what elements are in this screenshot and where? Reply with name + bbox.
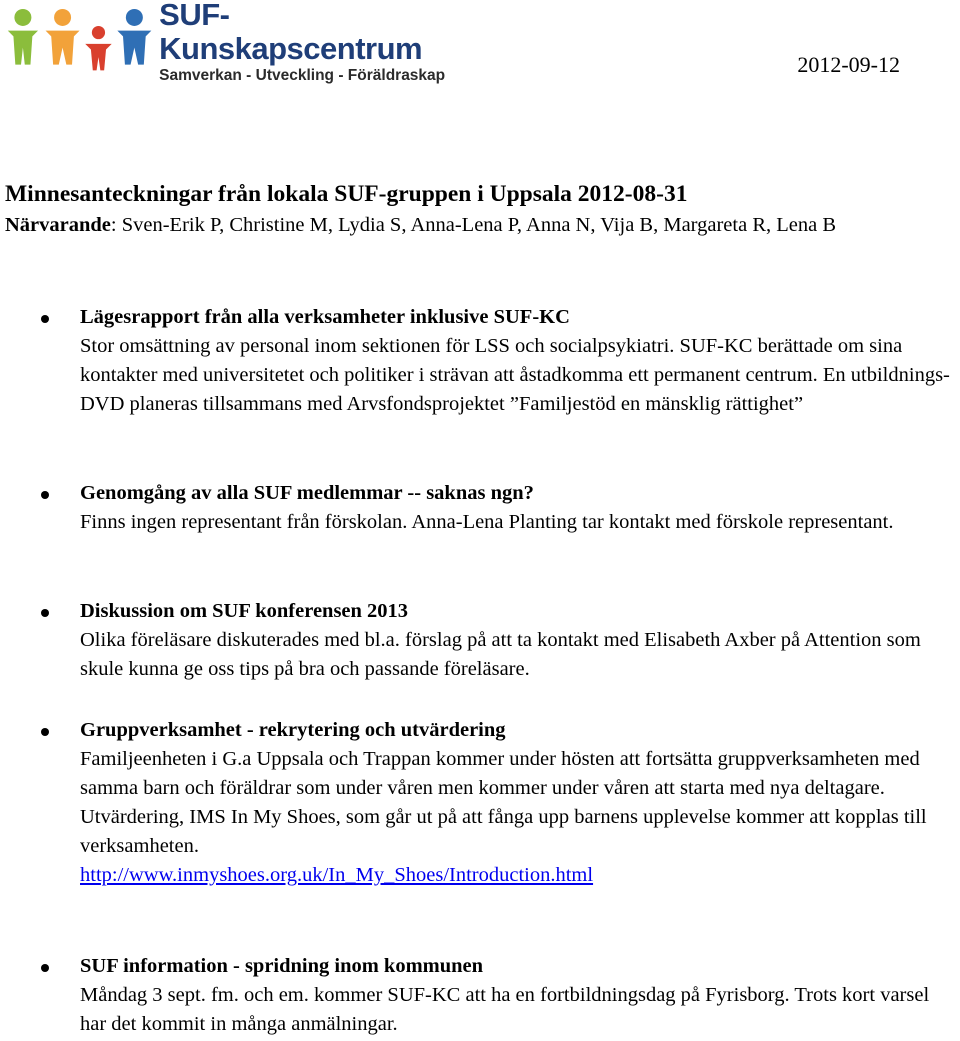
section-body: Måndag 3 sept. fm. och em. kommer SUF-KC att ha en fortbildningsdag på Fyrisborg. Trots kort varsel har det kommit in många anmälningar. xyxy=(80,984,930,1035)
section-body: Stor omsättning av personal inom sektionen för LSS och socialpsykiatri. SUF-KC berättade om sina kontakter med universitetet och politiker i strävan att åstadkomma ett permanent centrum. En utbildnings-DVD planeras tillsammans med Arvsfondsprojektet ”Familjestöd en mänsklig rättighet” xyxy=(80,335,950,415)
section-body: Olika föreläsare diskuterades med bl.a. förslag på att ta kontakt med Elisabeth Axber på Attention som skule kunna ge oss tips på bra och passande föreläsare. xyxy=(80,629,921,680)
bullet-icon xyxy=(41,315,49,323)
attendance-label: Närvarande xyxy=(5,214,111,236)
logo-subtitle: Samverkan - Utveckling - Föräldraskap xyxy=(159,67,446,84)
section-title: Diskussion om SUF konferensen 2013 xyxy=(80,600,409,622)
section-title: Gruppverksamhet - rekrytering och utvärdering xyxy=(80,719,506,741)
section-body: Familjeenheten i G.a Uppsala och Trappan kommer under hösten att fortsätta gruppverksamheten med samma barn och föräldrar som under våren men kommer under våren att starta med nya deltagare. xyxy=(80,748,920,799)
section-genomgang xyxy=(80,479,960,537)
section-information xyxy=(80,952,960,1039)
bullet-icon xyxy=(41,728,49,736)
section-body: Finns ingen representant från förskolan. Anna-Lena Planting tar kontakt med förskole representant. xyxy=(80,511,894,533)
bullet-icon xyxy=(41,964,49,972)
bullet-icon xyxy=(41,491,49,499)
bullet-icon xyxy=(41,609,49,617)
inmyshoes-link[interactable]: http://www.inmyshoes.org.uk/In_My_Shoes/Introduction.html xyxy=(80,864,594,886)
section-title: SUF information - spridning inom kommunen xyxy=(80,955,484,977)
attendance-names: : Sven-Erik P, Christine M, Lydia S, Anna-Lena P, Anna N, Vija B, Margareta R, Lena B xyxy=(110,214,837,236)
family-figures-icon xyxy=(4,4,155,80)
logo-title: SUF-Kunskapscentrum xyxy=(159,0,423,66)
section-gruppverksamhet xyxy=(80,716,960,890)
section-lagesrapport xyxy=(80,303,960,419)
section-title: Lägesrapport från alla verksamheter inklusive SUF-KC xyxy=(80,306,570,328)
section-konferens xyxy=(80,597,960,684)
document-heading: Minnesanteckningar från lokala SUF-gruppen i Uppsala 2012-08-31 xyxy=(5,181,688,207)
attendance-line xyxy=(5,211,950,240)
section-body-evaluation: Utvärdering, IMS In My Shoes, som går ut på att fånga upp barnens upplevelse kommer att kopplas till verksamheten. xyxy=(80,806,927,857)
document-date: 2012-09-12 xyxy=(797,52,900,77)
logo xyxy=(4,2,474,82)
section-title: Genomgång av alla SUF medlemmar -- saknas ngn? xyxy=(80,482,534,504)
